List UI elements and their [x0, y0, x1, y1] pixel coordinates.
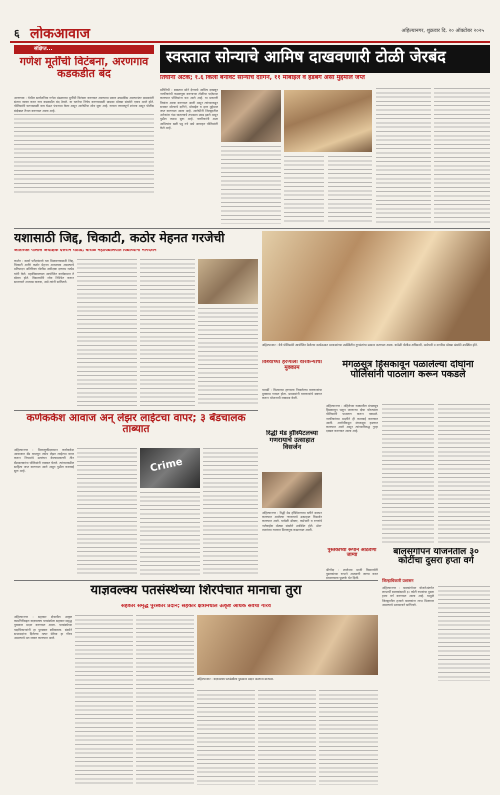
- section-rule-2: [14, 410, 258, 411]
- gold-photo: [221, 90, 281, 142]
- yashasathi-headline: यशासाठी जिद्द, चिकाटी, कठोर मेहनत गरजेची: [14, 231, 225, 245]
- gold-photo-2: [284, 90, 372, 152]
- yashasathi-body-3: [140, 259, 195, 407]
- gold-banner: [160, 45, 490, 73]
- yadnyavalkya-caption: अहिल्यानगर : याज्ञवल्क्य पतसंस्थेला पुरस्कार प्रदान करताना मान्यवर.: [197, 677, 274, 681]
- mangalsutra-body-2: [382, 404, 434, 544]
- pustakanchi-headline: पुस्तकांच्या रूपाने आठवणी जाग्या: [327, 548, 377, 559]
- balsangopan-byline: जिल्हाधिकारी प्रशासन: [382, 578, 414, 583]
- mangalsutra-body-3: [438, 404, 490, 544]
- yadnyavalkya-body-2: [75, 615, 133, 785]
- yadnyavalkya-subhead: सहकार समृद्ध पुरस्कार प्रदान; सहकार क्षेत्रामधील उत्कृष्ट अधिक सेवेचा गौरव: [121, 604, 271, 609]
- gold-body-6: [434, 88, 490, 224]
- yashasathi-body: कर्जत : स्पर्धा परीक्षांमध्ये यश मिळवण्यासाठी जिद्द, चिकाटी आणि कठोर मेहनत आवश्यक असल्याचे प्रतिपादन अतिरिक्त पोलीस अधीक्षक दत्तराम राठोड यांनी केले. महाविद्यालयात आयोजित कार्यक्रमात ते बोलत होते. विद्यार्थ्यांनी ध्येय निश्चित करून सातत्याने अभ्यास करावा, असे त्यांनी सांगितले.: [14, 259, 74, 285]
- gold-headline: स्वस्तात सोन्याचे आमिष दाखवणारी टोळी जेरबंद: [166, 47, 446, 66]
- yadnyavalkya-body-6: [319, 690, 378, 785]
- karnakarkash-body: अहिल्यानगर : मिरवणुकीदरम्यान कर्णकर्कश आवाजात बँड वाजवून तसेच लेझर लाईटचा वापर करून नियमांचे उल्लंघन केल्याप्रकरणी तीन बँडचालकांना पोलिसांनी ताब्यात घेतले. त्यांच्याकडील साहित्य जप्त करण्यात आले असून पुढील कारवाई सुरू आहे.: [14, 448, 74, 474]
- ridhi-photo: [262, 472, 322, 508]
- section-label: संक्षिप्त...: [14, 45, 154, 54]
- yadnyavalkya-photo: [197, 615, 378, 675]
- section-rule-1: [14, 228, 490, 229]
- karnakarkash-body-2: [77, 448, 137, 576]
- vishwachya-body: पाथर्डी : विश्वाच्या हरणाला निघालेल्या वारकऱ्यांचा मुक्काम गावात होता. ग्रामस्थांनी वारकऱ्यांचे स्वागत करून भोजनाची व्यवस्था केली.: [262, 388, 322, 401]
- crime-image: [140, 448, 200, 488]
- event-photo-caption: अहिल्यानगर : येथे पोलिसांनी आयोजित केलेल्या कार्यक्रमात मान्यवरांच्या उपस्थितीत गुणवंतांचा सत्कार करण्यात आला. यावेळी पोलीस अधिकारी, कर्मचारी व नागरिक मोठ्या संख्येने उपस्थित होते.: [262, 343, 478, 347]
- yashasathi-body-4: [198, 308, 258, 407]
- yadnyavalkya-body: अहिल्यानगर : सहकार क्षेत्रातील उत्कृष्ट कामगिरीबद्दल याज्ञवल्क्य पतसंस्थेला सहकार समृद्ध पुरस्कार प्रदान करण्यात आला. पतसंस्थेच्या पदाधिकाऱ्यांनी हा पुरस्कार स्वीकारला. संस्थेने सभासदांना दिलेल्या तत्पर सेवेचा हा गौरव असल्याचे मत व्यक्त करण्यात आले.: [14, 615, 72, 641]
- section-rule-3: [14, 580, 378, 581]
- gold-body-5: [376, 88, 431, 224]
- balsangopan-headline: बालसंगोपन योजनेतील ३० कोटींचा दुसरा हप्ता वर्ग: [393, 548, 479, 567]
- dateline: अहिल्यानगर, शुक्रवार दि. २० ऑक्टोबर २०२५: [401, 28, 484, 34]
- balsangopan-body-2: [438, 586, 490, 681]
- gold-subhead: तिघांना अटक; १.६ किलो बनावट सोन्याचे दागिने, ११ मोबाईल व हँडबॅग असा मुद्देमाल जप्त: [160, 75, 365, 81]
- yadnyavalkya-body-3: [136, 615, 194, 785]
- page-number: ६: [14, 27, 20, 40]
- ganesh-headline: गणेश मूर्तींची विटंबना, अरणगाव कडकडीत बंद: [19, 56, 149, 80]
- crime-label: Crime: [149, 456, 184, 475]
- paper-name: लोकआवाज: [30, 26, 90, 40]
- ridhi-body: अहिल्यानगर : रिद्धी मेड हॉस्पिटलच्या वतीने स्थापन करण्यात आलेल्या गणरायाचे उत्साहात विसर्जन करण्यात आले. यावेळी डॉक्टर, कर्मचारी व रुग्णांचे नातेवाईक मोठ्या संख्येने उपस्थित होते. ढोल-ताशांच्या गजरात मिरवणूक काढण्यात आली.: [262, 511, 322, 532]
- karnakarkash-body-3: [140, 492, 200, 576]
- gold-body-3: [284, 156, 324, 224]
- mangalsutra-body: अहिल्यानगर : महिलेच्या गळ्यातील मंगळसूत्र हिसकावून पळून जाणाऱ्या दोघा चोरट्यांना पोलिसांनी पाठलाग करून पकडले. नागरिकांच्या मदतीने ही कारवाई करण्यात आली. आरोपींकडून मंगळसूत्र हस्तगत करण्यात आले असून त्यांच्याविरुद्ध गुन्हा दाखल करण्यात आला आहे.: [326, 404, 378, 434]
- yadnyavalkya-headline: याज्ञवल्क्य पतसंस्थेच्या शिरपेचात मानाचा तुरा: [90, 584, 302, 598]
- pustakanchi-body: श्रीगोंदा : शाळेच्या माजी विद्यार्थ्यांनी पुस्तकांच्या रूपाने आठवणी जाग्या करत ग्रंथालयाला पुस्तके भेट दिली.: [326, 568, 378, 581]
- ridhi-headline: रिद्धी मेड हॉस्पिटलच्या गणरायाचे उत्साहात विसर्जन: [266, 430, 318, 451]
- yadnyavalkya-body-4: [197, 690, 255, 785]
- gold-body-2: [221, 146, 281, 224]
- masthead: [10, 26, 490, 40]
- gold-body-4: [328, 156, 372, 224]
- karnakarkash-body-4: [203, 448, 258, 576]
- masthead-rule: [10, 41, 490, 43]
- event-photo: [262, 231, 490, 341]
- yashasathi-photo: [198, 259, 258, 304]
- yashasathi-body-2: [77, 259, 137, 407]
- balsangopan-body: अहिल्यानगर : बालसंगोपन योजनेअंतर्गत लाभार्थी बालकांसाठी ३० कोटी रुपयांचा दुसरा हप्ता वर्ग करण्यात आला आहे. यामुळे जिल्ह्यातील हजारो बालकांना लाभ मिळणार असल्याचे प्रशासनाने सांगितले.: [382, 586, 434, 607]
- ganesh-body: अरणगाव : येथील सार्वजनिक गणेश मंडळाच्या मूर्तीची विटंबना करण्यात आल्याचा प्रकार उघडकीस आल्यानंतर ग्रामस्थांनी संताप व्यक्त करत गाव कडकडीत बंद ठेवले. या घटनेचा निषेध करण्यासाठी ग्रामस्थ मोठ्या संख्येने एकत्र आले होते. पोलिसांनी घटनास्थळी धाव घेऊन पंचनामा केला असून आरोपींचा शोध सुरू आहे. गावात तणावपूर्ण शांतता असून पोलीस बंदोबस्त तैनात करण्यात आला आहे.: [14, 96, 154, 220]
- gold-body-1: प्रतिनिधी : स्वस्तात सोने देण्याचे आमिष दाखवून नागरिकांची फसवणूक करणाऱ्या टोळीचा पर्दाफाश करण्यात पोलिसांना यश आले आहे. या प्रकरणी तिघांना अटक करण्यात आली असून त्यांच्याकडून बनावट सोन्याचे दागिने, मोबाईल व इतर मुद्देमाल जप्त करण्यात आला आहे. आरोपींनी जिल्ह्यातील अनेकांना गंडा घातल्याचे तपासात उघड झाले असून पुढील तपास सुरू आहे. नागरिकांनी अशा आमिषांना बळी पडू नये असे आवाहन पोलिसांनी केले आहे.: [160, 88, 218, 130]
- mangalsutra-headline: मंगळसूत्र हिसकावून पळालेल्या दोघांना पोलिसांनी पाठलाग करून पकडले: [342, 360, 474, 380]
- karnakarkash-headline: कर्णकर्कश आवाज अन् लेझर लाईटचा वापर; ३ बँडचालक ताब्यात: [26, 413, 246, 436]
- yadnyavalkya-body-5: [258, 690, 316, 785]
- vishwachya-headline: विश्वाच्या हरणाला वारकऱ्यांचा मुक्काम: [262, 360, 322, 371]
- yashasathi-subhead: अतिरिक्त पोलीस अधीक्षक दत्तराम राठोड; बोराळे महाविद्यालयात विद्यार्थ्यांना मार्गदर्शन: [14, 249, 157, 253]
